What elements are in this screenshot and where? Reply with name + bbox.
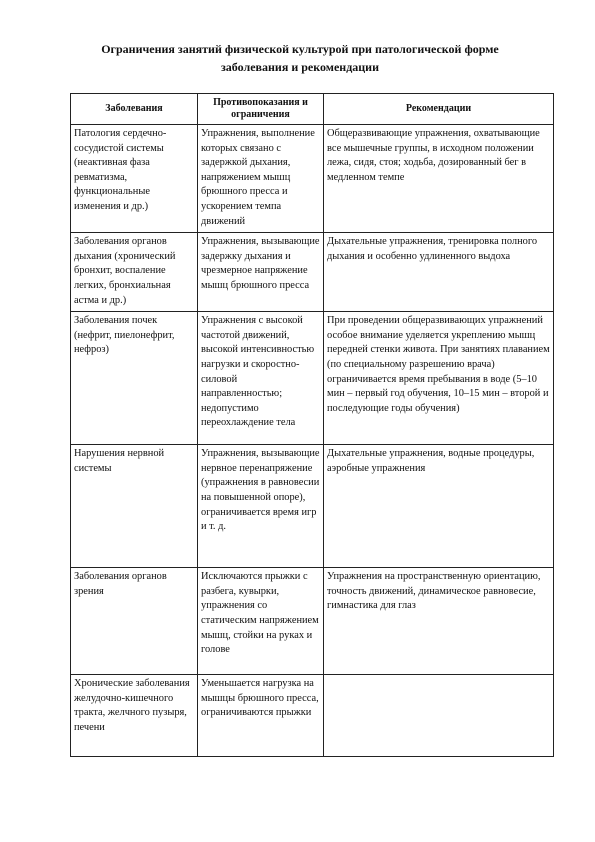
recommendation-cell: Дыхательные упражнения, тренировка полного дыхания и особенно удлиненного выдоха: [324, 233, 554, 312]
table-row: [71, 675, 554, 757]
header-recommendations: Рекомендации: [324, 94, 554, 125]
title-line-1: Ограничения занятий физической культурой при патологической форме: [101, 42, 499, 56]
table-row: [71, 312, 554, 445]
disease-cell: Нарушения нервной системы: [71, 445, 198, 568]
table-row: [71, 568, 554, 675]
header-diseases: Заболевания: [71, 94, 198, 125]
contraindication-cell: Упражнения с высокой частотой движений, высокой интенсивностью нагрузки и скоростно-силовой направленностью; недопустимо переохлаждение тела: [198, 312, 324, 445]
contraindication-cell: Упражнения, вызывающие задержку дыхания и чрезмерное напряжение мышц брюшного пресса: [198, 233, 324, 312]
disease-cell: Заболевания почек (нефрит, пиелонефрит, нефроз): [71, 312, 198, 445]
document-title: [60, 40, 540, 76]
table-header-row: [71, 94, 554, 125]
recommendation-cell: При проведении общеразвивающих упражнений особое внимание уделяется укреплению мышц передней стенки живота. При занятиях плаванием (по специальному разрешению врача) ограничивается время пребывания в воде (5–10 мин – первый год обучения, 10–15 мин – второй и последующие годы обучения): [324, 312, 554, 445]
contraindication-cell: Исключаются прыжки с разбега, кувырки, упражнения со статическим напряжением мышц, стойки на руках и голове: [198, 568, 324, 675]
recommendation-cell: Общеразвивающие упражнения, охватывающие все мышечные группы, в исходном положении лежа, сидя, стоя; ходьба, дозированный бег в медленном темпе: [324, 125, 554, 233]
disease-cell: Заболевания органов зрения: [71, 568, 198, 675]
title-line-2: заболевания и рекомендации: [220, 60, 380, 74]
recommendations-table: [70, 93, 554, 757]
disease-cell: Патология сердечно-сосудистой системы (неактивная фаза ревматизма, функциональные изменения и др.): [71, 125, 198, 233]
contraindication-cell: Упражнения, выполнение которых связано с задержкой дыхания, напряжением мышц брюшного пресса и ускорением темпа движений: [198, 125, 324, 233]
contraindication-cell: Уменьшается нагрузка на мышцы брюшного пресса, ограничиваются прыжки: [198, 675, 324, 757]
table-row: [71, 233, 554, 312]
header-contraindications: Противопоказания и ограничения: [198, 94, 324, 125]
disease-cell: Хронические заболевания желудочно-кишечного тракта, желчного пузыря, печени: [71, 675, 198, 757]
recommendation-cell: Дыхательные упражнения, водные процедуры, аэробные упражнения: [324, 445, 554, 568]
contraindication-cell: Упражнения, вызывающие нервное перенапряжение (упражнения в равновесии на повышенной опоре), ограничивается время игр и т. д.: [198, 445, 324, 568]
recommendation-cell: [324, 675, 554, 757]
table-row: [71, 445, 554, 568]
disease-cell: Заболевания органов дыхания (хронический бронхит, воспаление легких, бронхиальная астма и др.): [71, 233, 198, 312]
table-row: [71, 125, 554, 233]
recommendation-cell: Упражнения на пространственную ориентацию, точность движений, динамическое равновесие, гимнастика для глаз: [324, 568, 554, 675]
